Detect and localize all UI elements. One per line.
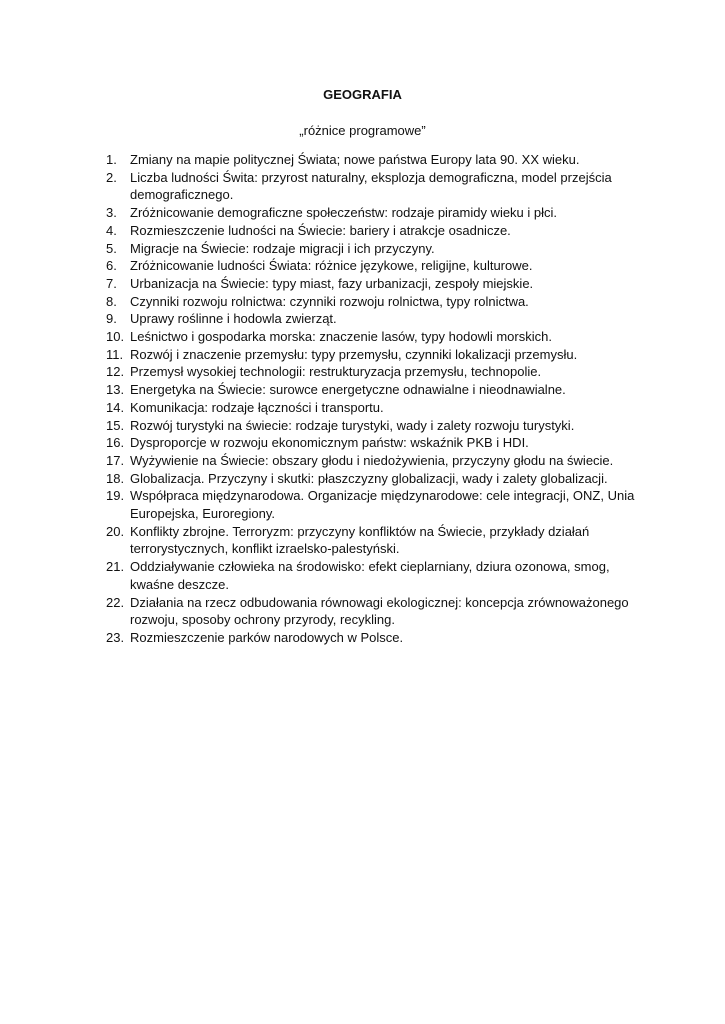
list-item-text: Komunikacja: rodzaje łączności i transportu.	[130, 399, 384, 415]
list-item-number: 21.	[106, 559, 125, 575]
list-item-text: Wyżywienie na Świecie: obszary głodu i niedożywienia, przyczyny głodu na świecie.	[130, 452, 614, 468]
list-item	[106, 381, 641, 399]
list-item-text: Konflikty zbrojne. Terroryzm: przyczyny konfliktów na Świecie, przykłady działań terrorystycznych, konflikt izraelsko-palestyński.	[130, 523, 590, 557]
list-item-text: Zmiany na mapie politycznej Świata; nowe państwa Europy lata 90. XX wieku.	[130, 152, 580, 167]
list-item	[106, 169, 641, 204]
list-item-text: Zróżnicowanie demograficzne społeczeństw: rodzaje piramidy wieku i płci.	[130, 205, 558, 221]
list-item	[106, 594, 641, 629]
list-item-number: 18.	[106, 470, 125, 486]
list-item-number: 10.	[106, 329, 125, 345]
list-item-number: 16.	[106, 435, 125, 451]
list-item-text: Czynniki rozwoju rolnictwa: czynniki rozwoju rolnictwa, typy rolnictwa.	[130, 293, 529, 309]
list-item-text: Przemysł wysokiej technologii: restrukturyzacja przemysłu, technopolie.	[130, 364, 542, 380]
list-item-number: 2.	[106, 169, 117, 185]
list-item	[106, 487, 641, 522]
list-item-number: 7.	[106, 275, 117, 291]
list-item-text: Dysproporcje w rozwoju ekonomicznym państw: wskaźnik PKB i HDI.	[130, 435, 529, 451]
list-item-number: 1.	[106, 152, 117, 167]
list-item-number: 15.	[106, 417, 125, 433]
list-item-text: Zróżnicowanie ludności Świata: różnice językowe, religijne, kulturowe.	[130, 258, 533, 274]
list-item	[106, 523, 641, 558]
document-title: GEOGRAFIA	[323, 87, 402, 102]
list-item	[106, 417, 641, 435]
list-item	[106, 346, 641, 364]
list-item-number: 23.	[106, 629, 125, 645]
list-item	[106, 558, 641, 593]
list-item-text: Oddziaływanie człowieka na środowisko: efekt cieplarniany, dziura ozonowa, smog, kwaśne deszcze.	[130, 559, 610, 592]
list-item	[106, 310, 641, 328]
list-item	[106, 470, 641, 488]
list-item-number: 3.	[106, 205, 117, 221]
list-item	[106, 399, 641, 417]
list-item-text: Migracje na Świecie: rodzaje migracji i ich przyczyny.	[130, 240, 435, 256]
list-item	[106, 452, 641, 470]
list-item-text: Rozmieszczenie ludności na Świecie: bariery i atrakcje osadnicze.	[130, 222, 511, 238]
list-item	[106, 240, 641, 258]
list-item-text: Liczba ludności Świta: przyrost naturalny, eksplozja demograficzna, model przejścia demograficznego.	[130, 169, 612, 203]
list-item	[106, 328, 641, 346]
list-item-number: 20.	[106, 523, 125, 539]
list-item-number: 6.	[106, 258, 117, 274]
list-item	[106, 293, 641, 311]
list-item-number: 4.	[106, 222, 117, 238]
topic-list	[106, 151, 641, 647]
list-item-text: Współpraca międzynarodowa. Organizacje międzynarodowe: cele integracji, ONZ, Unia Europejska, Euroregiony.	[130, 488, 635, 522]
list-item	[106, 151, 641, 169]
list-item	[106, 275, 641, 293]
list-item-text: Rozwój i znaczenie przemysłu: typy przemysłu, czynniki lokalizacji przemysłu.	[130, 346, 578, 362]
list-item-number: 22.	[106, 594, 125, 610]
list-item	[106, 629, 641, 647]
list-item-text: Urbanizacja na Świecie: typy miast, fazy urbanizacji, zespoły miejskie.	[130, 275, 534, 291]
list-item-number: 12.	[106, 364, 125, 380]
list-item	[106, 204, 641, 222]
list-item-text: Działania na rzecz odbudowania równowagi ekologicznej: koncepcja zrównoważonego rozwoju, sposoby ochrony przyrody, recykling.	[130, 594, 629, 628]
list-item-text: Globalizacja. Przyczyny i skutki: płaszczyzny globalizacji, wady i zalety globalizacji.	[130, 470, 608, 486]
list-item-number: 13.	[106, 382, 125, 398]
list-item-number: 9.	[106, 311, 117, 327]
list-item-text: Rozwój turystyki na świecie: rodzaje turystyki, wady i zalety rozwoju turystyki.	[130, 417, 575, 433]
list-item	[106, 363, 641, 381]
list-item-text: Rozmieszczenie parków narodowych w Polsce.	[130, 629, 404, 645]
list-item-text: Energetyka na Świecie: surowce energetyczne odnawialne i nieodnawialne.	[130, 382, 566, 398]
list-item-number: 19.	[106, 488, 125, 504]
list-item-number: 5.	[106, 240, 117, 256]
list-item-number: 17.	[106, 452, 125, 468]
document-subtitle: „różnice programowe”	[299, 123, 426, 138]
list-item	[106, 222, 641, 240]
list-item-text: Leśnictwo i gospodarka morska: znaczenie lasów, typy hodowli morskich.	[130, 329, 552, 345]
list-item-number: 11.	[106, 346, 124, 362]
list-item-number: 14.	[106, 399, 125, 415]
list-item-number: 8.	[106, 293, 117, 309]
list-item-text: Uprawy roślinne i hodowla zwierząt.	[130, 311, 337, 327]
list-item	[106, 257, 641, 275]
list-item	[106, 434, 641, 452]
